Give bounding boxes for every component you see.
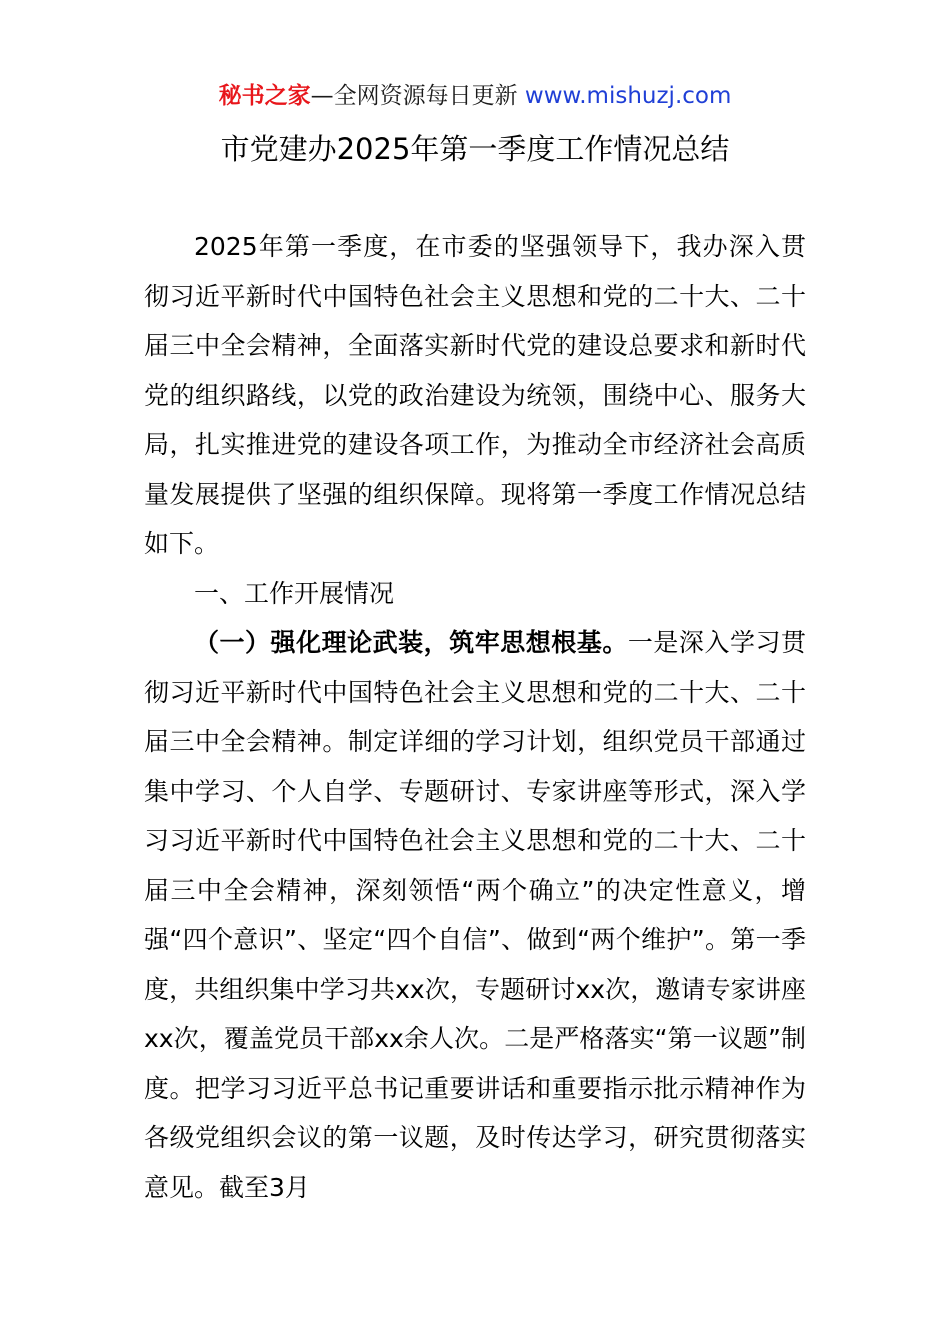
document-body bbox=[144, 222, 806, 1212]
subsection-paragraph bbox=[144, 618, 806, 1212]
site-url-link[interactable]: www.mishuzj.com bbox=[524, 83, 732, 109]
subsection-text: 一是深入学习贯彻习近平新时代中国特色社会主义思想和党的二十大、二十届三中全会精神。制定详细的学习计划，组织党员干部通过集中学习、个人自学、专题研讨、专家讲座等形式，深入学习习近平新时代中国特色社会主义思想和党的二十大、二十届三中全会精神，深刻领悟“两个确立”的决定性意义，增强“四个意识”、坚定“四个自信”、做到“两个维护”。第一季度，共组织集中学习共xx次，专题研讨xx次，邀请专家讲座xx次，覆盖党员干部xx余人次。二是严格落实“第一议题”制度。把学习习近平总书记重要讲话和重要指示批示精神作为各级党组织会议的第一议题，及时传达学习，研究贯彻落实意见。截至3月 bbox=[144, 628, 806, 1202]
site-tagline: —全网资源每日更新 bbox=[310, 83, 518, 109]
site-header-banner bbox=[0, 80, 950, 112]
intro-paragraph: 2025年第一季度，在市委的坚强领导下，我办深入贯彻习近平新时代中国特色社会主义思想和党的二十大、二十届三中全会精神，全面落实新时代党的建设总要求和新时代党的组织路线，以党的政治建设为统领，围绕中心、服务大局，扎实推进党的建设各项工作，为推动全市经济社会高质量发展提供了坚强的组织保障。现将第一季度工作情况总结如下。 bbox=[144, 232, 806, 558]
section-heading: 一、工作开展情况 bbox=[194, 578, 395, 608]
site-brand: 秘书之家 bbox=[218, 83, 311, 109]
document-title: 市党建办2025年第一季度工作情况总结 bbox=[220, 132, 730, 166]
subsection-title: （一）强化理论武装，筑牢思想根基。 bbox=[194, 628, 628, 657]
